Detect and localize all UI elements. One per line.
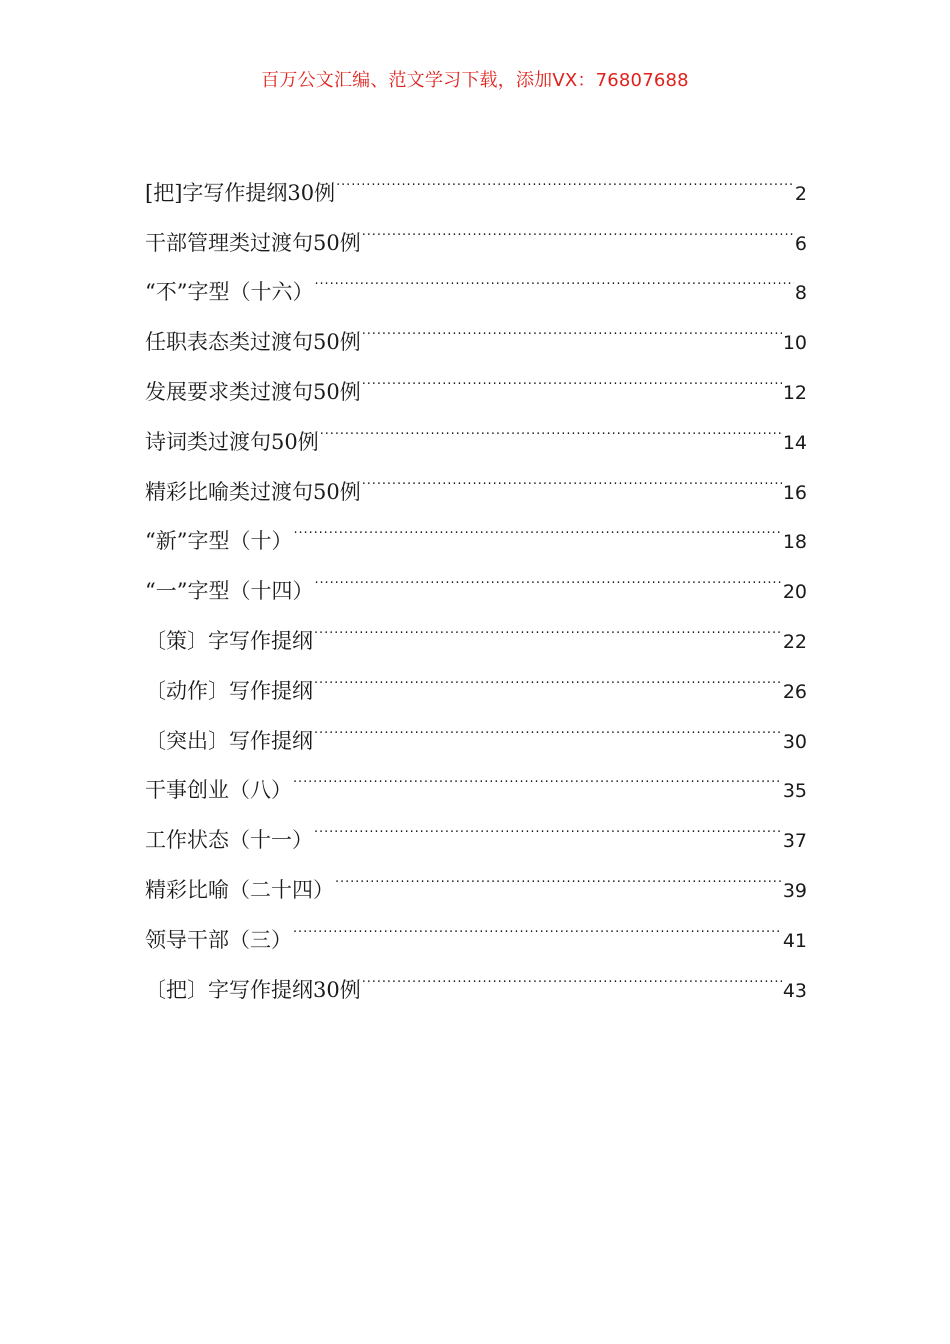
toc-entry-page: 14 xyxy=(782,431,807,454)
toc-entry-title: 〔策〕字写作提纲 xyxy=(145,628,313,653)
toc-entry-page: 10 xyxy=(782,332,807,355)
toc-entry-title: “不”字型（十六） xyxy=(145,280,314,305)
toc-dot-leader xyxy=(314,250,793,300)
toc-entry-page: 35 xyxy=(782,780,807,803)
page-header: 百万公文汇编、范文学习下载，添加VX：76807688 xyxy=(261,70,689,91)
toc-entry-page: 6 xyxy=(794,232,807,255)
toc-entry-page: 8 xyxy=(794,282,807,305)
toc-dot-leader xyxy=(314,598,782,648)
toc-dot-leader xyxy=(293,499,781,549)
toc-dot-leader xyxy=(314,548,781,598)
toc-entry-page: 20 xyxy=(782,581,807,604)
toc-entry-title: 诗词类过渡句50例 xyxy=(145,429,319,454)
toc-dot-leader xyxy=(362,449,782,499)
toc-entry-title: 〔动作〕写作提纲 xyxy=(145,678,313,703)
toc-dot-leader xyxy=(314,797,782,847)
toc-entry-page: 37 xyxy=(782,830,807,853)
toc-dot-leader xyxy=(335,847,782,897)
toc-entry-page: 39 xyxy=(782,879,807,902)
toc-entry-page: 12 xyxy=(782,381,807,404)
toc-dot-leader xyxy=(293,897,782,947)
toc-entry-title: 发展要求类过渡句50例 xyxy=(145,379,361,404)
toc-dot-leader xyxy=(320,399,782,449)
toc-entry-title: 干部管理类过渡句50例 xyxy=(145,230,361,255)
toc-entry-title: 精彩比喻（二十四） xyxy=(145,877,334,902)
toc-entry[interactable] xyxy=(145,150,807,205)
toc-entry-page: 43 xyxy=(782,979,807,1002)
table-of-contents xyxy=(145,150,807,1002)
toc-dot-leader xyxy=(362,299,782,349)
toc-entry-page: 26 xyxy=(782,680,807,703)
toc-dot-leader xyxy=(336,150,794,200)
toc-entry-page: 30 xyxy=(782,730,807,753)
toc-dot-leader xyxy=(362,200,794,250)
toc-entry-page: 18 xyxy=(782,531,807,554)
toc-entry-title: 工作状态（十一） xyxy=(145,828,313,853)
toc-entry-title: “一”字型（十四） xyxy=(145,579,314,604)
toc-dot-leader xyxy=(314,648,782,698)
toc-entry-title: 干事创业（八） xyxy=(145,778,292,803)
toc-entry-title: 〔突出〕写作提纲 xyxy=(145,728,313,753)
toc-dot-leader xyxy=(314,698,782,748)
toc-entry-title: “新”字型（十） xyxy=(145,529,293,554)
toc-dot-leader xyxy=(362,947,782,997)
toc-entry-title: 精彩比喻类过渡句50例 xyxy=(145,479,361,504)
toc-entry-page: 2 xyxy=(794,182,807,205)
toc-entry-title: 〔把〕字写作提纲30例 xyxy=(145,977,361,1002)
toc-entry-page: 16 xyxy=(782,481,807,504)
toc-entry-title: 领导干部（三） xyxy=(145,927,292,952)
toc-entry-title: [把]字写作提纲30例 xyxy=(145,180,336,205)
toc-entry-page: 22 xyxy=(782,630,807,653)
toc-entry-title: 任职表态类过渡句50例 xyxy=(145,330,361,355)
toc-dot-leader xyxy=(362,349,782,399)
toc-entry-page: 41 xyxy=(782,929,807,952)
toc-dot-leader xyxy=(293,748,782,798)
